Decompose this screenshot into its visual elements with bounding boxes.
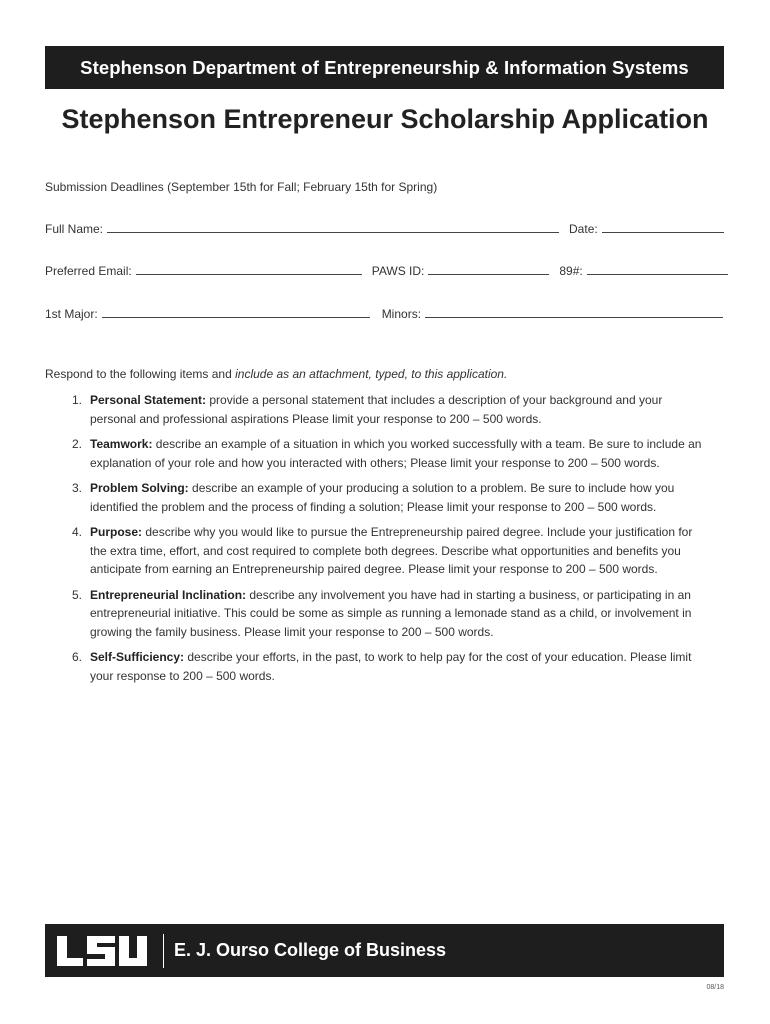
department-banner (45, 46, 724, 89)
list-item (45, 523, 705, 579)
page-title: Stephenson Entrepreneur Scholarship Application (61, 104, 709, 134)
date-field[interactable] (569, 222, 724, 236)
intro-text: Respond to the following items and (45, 367, 236, 381)
item-number: 6. (72, 650, 83, 664)
list-item (45, 586, 705, 642)
preferred-email-line[interactable] (136, 274, 362, 275)
list-item (45, 648, 705, 685)
first-major-label: 1st Major: (45, 307, 98, 321)
paws-id-field[interactable] (372, 264, 550, 278)
preferred-email-field[interactable] (45, 264, 362, 278)
paws-id-line[interactable] (428, 274, 549, 275)
full-name-label: Full Name: (45, 222, 104, 236)
item-label: Entrepreneurial Inclination: (90, 587, 247, 602)
minors-field[interactable] (382, 307, 723, 321)
item-text: describe an example of a situation in which you worked successfully with a team. Be sure to include an explanation of your role and how you interacted with others; Please limit your response to 200 – 500 words. (90, 437, 702, 470)
89-number-label: 89#: (559, 264, 583, 278)
item-text: describe why you would like to pursue the Entrepreneurship paired degree. Include your justification for the extra time, effort, and cost required to complete both degrees. Describe what opportunities and benefits you anticipate from earning an Entrepreneurship paired degree. Please limit your response to 200 – 500 words. (90, 525, 693, 576)
first-major-line[interactable] (102, 317, 370, 318)
item-text: describe any involvement you have had in starting a business, or participating in an entrepreneurial initiative. This could be some as simple as running a lemonade stand as a child, or involvement in growing the family business. Please limit your response to 200 – 500 words. (90, 587, 692, 639)
first-major-field[interactable] (45, 307, 370, 321)
paws-id-label: PAWS ID: (371, 264, 425, 278)
minors-label: Minors: (381, 307, 422, 321)
footer-divider (163, 934, 164, 968)
89-number-line[interactable] (587, 274, 728, 275)
item-label: Self-Sufficiency: (90, 650, 185, 664)
email-id-row (45, 264, 724, 278)
89-number-field[interactable] (559, 264, 727, 278)
item-label: Problem Solving: (90, 481, 189, 495)
item-number: 1. (72, 393, 83, 407)
item-number: 3. (72, 481, 83, 495)
lsu-logo-icon (55, 934, 149, 968)
list-item (45, 435, 705, 472)
full-name-field[interactable] (45, 222, 559, 236)
list-item (45, 391, 705, 428)
date-label: Date: (569, 222, 598, 236)
item-label: Personal Statement: (90, 393, 207, 407)
instructions-intro (45, 367, 507, 381)
item-text: describe an example of your producing a solution to a problem. Be sure to include how you identified the problem and the process of finding a solution; Please limit your response to 200 – 500 words. (90, 481, 675, 514)
version-code: 08/18 (706, 984, 724, 991)
minors-line[interactable] (425, 317, 723, 318)
item-label: Purpose: (90, 525, 143, 539)
college-name: E. J. Ourso College of Business (174, 940, 447, 960)
item-label: Teamwork: (90, 437, 153, 451)
submission-deadlines: Submission Deadlines (September 15th for Fall; February 15th for Spring) (45, 180, 438, 194)
item-number: 4. (72, 525, 83, 539)
date-line[interactable] (602, 232, 724, 233)
list-item (45, 479, 705, 516)
department-name: Stephenson Department of Entrepreneurship & Information Systems (80, 56, 689, 78)
name-date-row (45, 222, 724, 236)
item-number: 2. (72, 437, 83, 451)
footer-banner (45, 924, 724, 977)
item-text: describe your efforts, in the past, to work to help pay for the cost of your education. Please limit your response to 200 – 500 words. (90, 650, 692, 683)
major-minor-row (45, 307, 724, 321)
intro-emphasis: include as an attachment, typed, to this application. (235, 367, 508, 381)
item-number: 5. (72, 587, 83, 602)
question-list (45, 391, 705, 692)
full-name-line[interactable] (107, 232, 559, 233)
item-text: provide a personal statement that includes a description of your background and your personal and professional aspirations Please limit your response to 200 – 500 words. (90, 393, 663, 426)
preferred-email-label: Preferred Email: (45, 264, 132, 278)
